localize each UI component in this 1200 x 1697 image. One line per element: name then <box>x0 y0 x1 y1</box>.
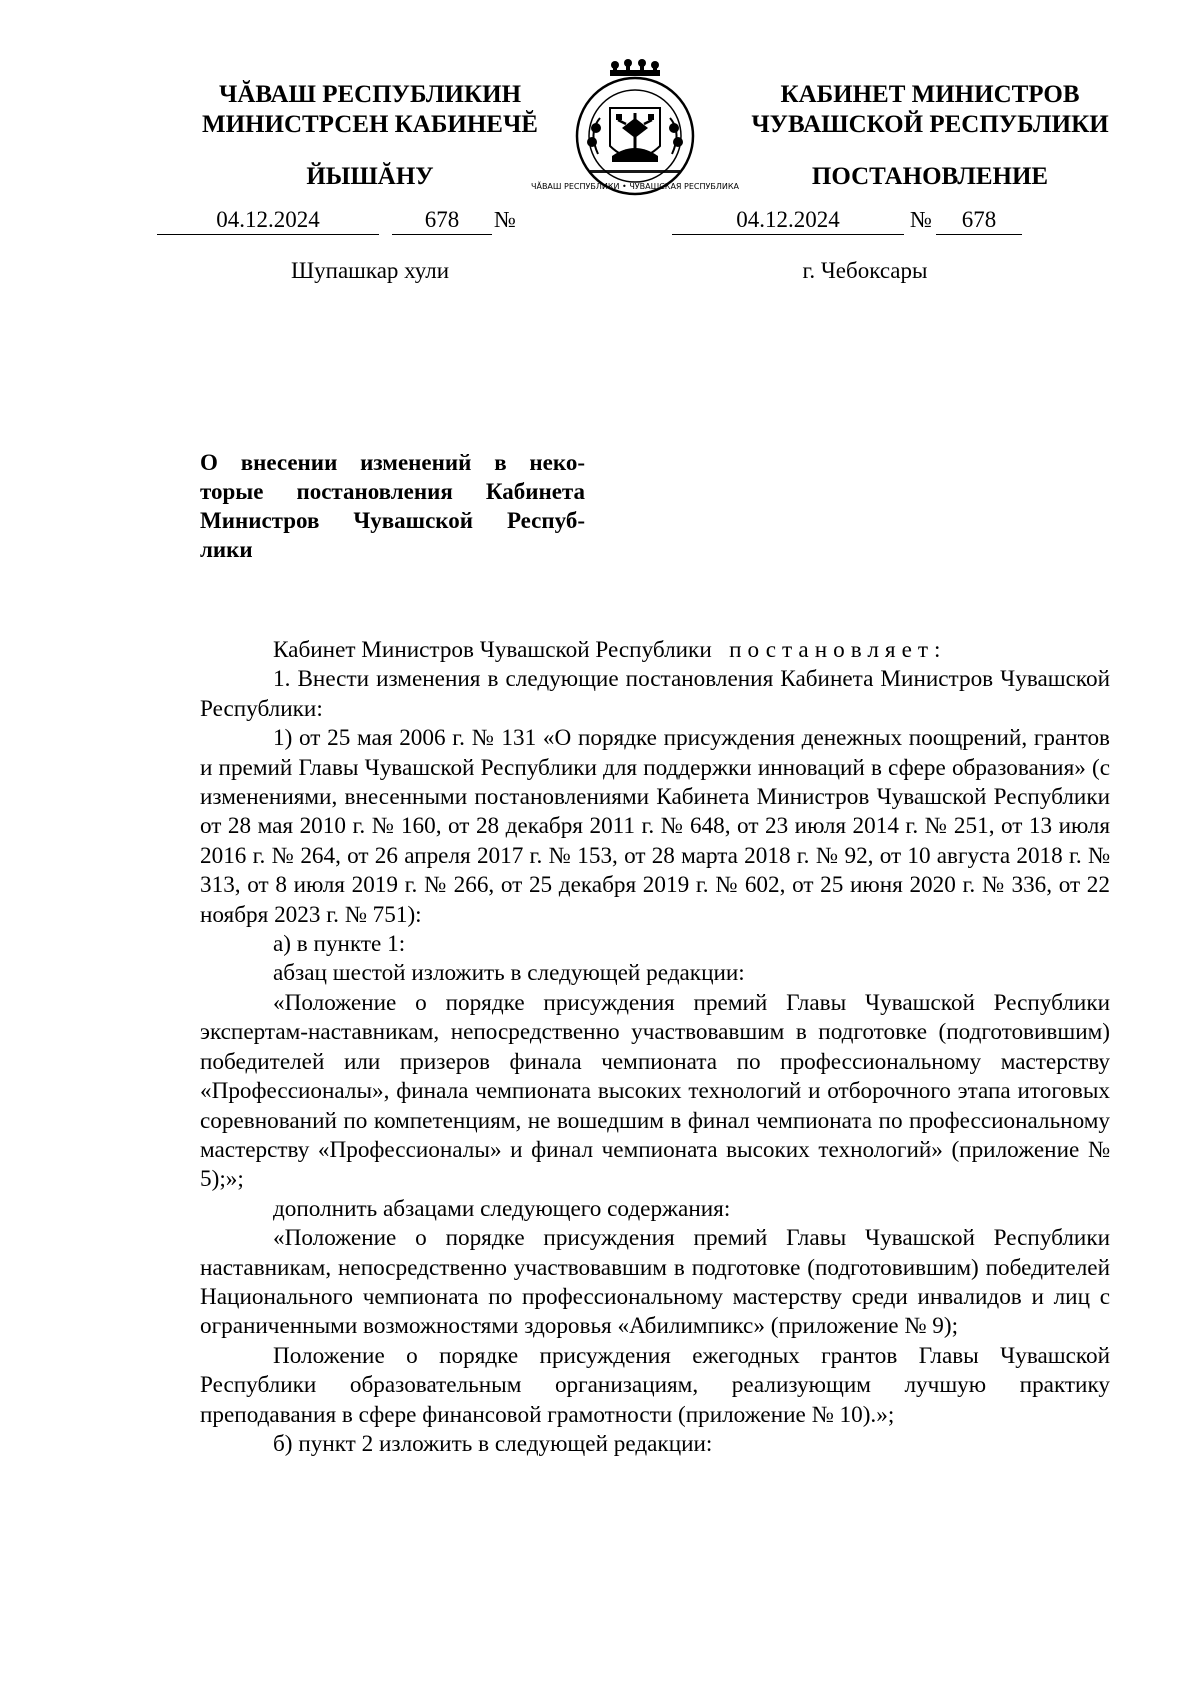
chuvash-emblem-icon <box>530 58 740 198</box>
number-right: 678 <box>936 206 1022 235</box>
date-left: 04.12.2024 <box>157 206 379 235</box>
date-right: 04.12.2024 <box>672 206 904 235</box>
document-title <box>200 448 585 564</box>
place-left: Шупашкар хули <box>290 258 450 283</box>
title-line: О внесении изменений в неко- <box>200 450 585 475</box>
intro-paragraph <box>200 636 1110 665</box>
body-paragraph: 1. Внести изменения в следующие постановления Кабинета Министров Чувашской Республики: <box>200 666 1110 722</box>
header-left-line1: ЧĂВАШ РЕСПУБЛИКИН <box>218 81 522 108</box>
title-line: Министров Чувашской Респуб- <box>200 508 585 533</box>
body-paragraph: абзац шестой изложить в следующей редакции: <box>273 960 745 987</box>
number-sign-left: № <box>494 207 516 232</box>
header-right-line1: КАБИНЕТ МИНИСТРОВ <box>780 81 1080 108</box>
header-left-line2: МИНИСТРСЕН КАБИНЕЧĔ <box>202 111 538 138</box>
body-paragraph: Положение о порядке присуждения ежегодных грантов Главы Чувашской Республики образовательным организациям, реализующим лучшую практику преподавания в сфере финансовой грамотности (приложение № 10).»; <box>200 1342 1110 1428</box>
body-paragraph: дополнить абзацами следующего содержания: <box>273 1195 731 1222</box>
header-right-doc-type: ПОСТАНОВЛЕНИЕ <box>811 163 1049 190</box>
title-line: лики <box>200 537 253 562</box>
header-left-title <box>160 80 580 140</box>
intro-subject: Кабинет Министров Чувашской Республики <box>273 637 712 663</box>
header-right-line2: ЧУВАШСКОЙ РЕСПУБЛИКИ <box>751 111 1109 138</box>
title-line: торые постановления Кабинета <box>200 479 585 504</box>
body-paragraph: а) в пункте 1: <box>273 931 406 958</box>
body-paragraph: б) пункт 2 изложить в следующей редакции: <box>273 1430 713 1457</box>
document-body <box>200 636 1110 1459</box>
body-paragraph: «Положение о порядке присуждения премий Главы Чувашской Республики наставникам, непосредственно участвовавшим в подготовке (подготовившим) победителей Национального чемпионата по профессиональному мастерству среди инвалидов и лиц с ограниченными возможностями здоровья «Абилимпикс» (приложение № 9); <box>200 1225 1110 1340</box>
header-right-title <box>720 80 1140 140</box>
intro-verb: постановляет: <box>729 637 947 663</box>
place-right: г. Чебоксары <box>802 258 928 283</box>
number-left: 678 <box>392 206 492 235</box>
body-paragraph: 1) от 25 мая 2006 г. № 131 «О порядке присуждения денежных поощрений, грантов и премий Главы Чувашской Республики для поддержки инноваций в сфере образования» (с изменениями, внесенными постановлениями Кабинета Министров Чувашской Республики от 28 мая 2010 г. № 160, от 28 декабря 2011 г. № 648, от 23 июля 2014 г. № 251, от 13 июля 2016 г. № 264, от 26 апреля 2017 г. № 153, от 28 марта 2018 г. № 92, от 10 августа 2018 г. № 313, от 8 июля 2019 г. № 266, от 25 декабря 2019 г. № 602, от 25 июня 2020 г. № 336, от 22 ноября 2023 г. № 751): <box>200 725 1110 928</box>
header-left-doc-type: ЙЫШĂНУ <box>306 163 434 190</box>
body-paragraph: «Положение о порядке присуждения премий Главы Чувашской Республики экспертам-наставникам, непосредственно участвовавшим в подготовке (подготовившим) победителей или призеров финала чемпионата по профессиональному мастерству «Профессионалы», финала чемпионата высоких технологий и отборочного этапа итоговых соревнований по компетенциям, не вошедшим в финал чемпионата по профессиональному мастерству «Профессионалы» и финал чемпионата высоких технологий» (приложение № 5);»; <box>200 989 1110 1193</box>
emblem-ring-text: ЧĂВАШ РЕСПУБЛИКИ • ЧУВАШСКАЯ РЕСПУБЛИКА <box>530 182 740 191</box>
number-sign-right: № <box>910 207 932 232</box>
